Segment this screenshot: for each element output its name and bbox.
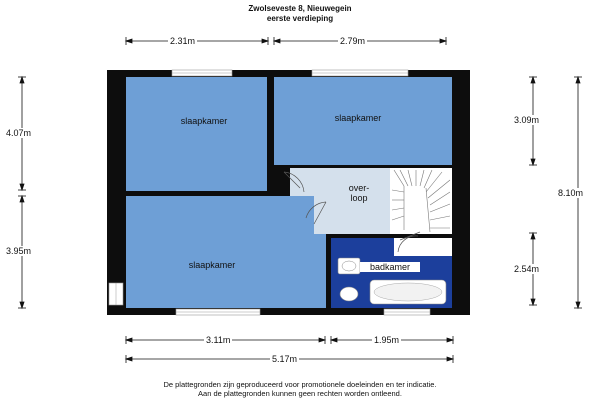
- dim-bottom-total: 5.17m: [272, 354, 298, 364]
- label-landing-line1: over-: [348, 183, 370, 193]
- dim-right-lower: 2.54m: [514, 264, 540, 274]
- floor-title: eerste verdieping: [266, 14, 334, 23]
- bath-alcove: [394, 238, 452, 256]
- label-bedroom-top-left: slaapkamer: [180, 116, 228, 126]
- sink: [338, 258, 360, 274]
- address-title: Zwolseveste 8, Nieuwegein: [248, 4, 352, 13]
- label-landing-line2: loop: [350, 193, 368, 203]
- label-bedroom-top-right: slaapkamer: [334, 113, 382, 123]
- disclaimer-line2: Aan de plattegronden kunnen geen rechten worden ontleend.: [198, 389, 402, 398]
- label-bedroom-bottom: slaapkamer: [188, 260, 236, 270]
- bathtub-basin: [374, 283, 442, 301]
- toilet: [340, 287, 358, 301]
- dim-top-left: 2.31m: [170, 36, 196, 46]
- dim-left-lower: 3.95m: [6, 246, 32, 256]
- dim-right-total: 8.10m: [558, 188, 584, 198]
- dim-bottom-left: 3.11m: [206, 335, 231, 345]
- dim-top-right: 2.79m: [340, 36, 366, 46]
- bedroom-top-left: [126, 77, 267, 191]
- staircase: [390, 168, 452, 234]
- bedroom-bottom: [126, 196, 326, 308]
- dim-bottom-right: 1.95m: [374, 335, 400, 345]
- dim-right-upper: 3.09m: [514, 115, 540, 125]
- disclaimer-line1: De plattegronden zijn geproduceerd voor promotionele doeleinden en ter indicatie.: [163, 380, 437, 389]
- dim-left-upper: 4.07m: [6, 128, 32, 138]
- label-bathroom: badkamer: [369, 262, 411, 272]
